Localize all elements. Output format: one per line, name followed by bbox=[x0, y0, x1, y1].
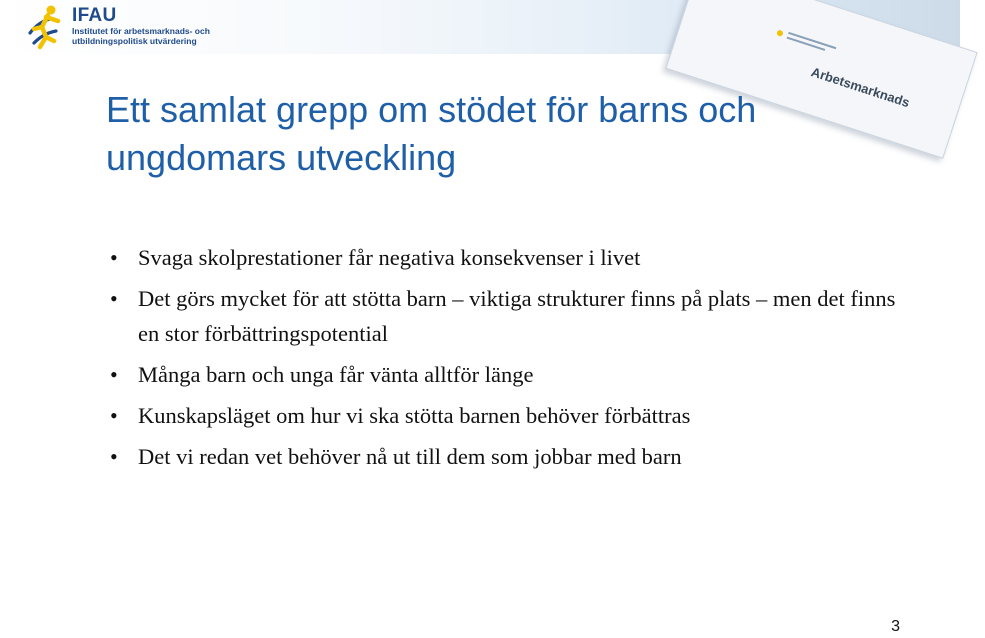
slide-title: Ett samlat grepp om stödet för barns och ungdomars utveckling bbox=[106, 89, 757, 178]
bullet-text: Många barn och unga får vänta alltför länge bbox=[138, 362, 534, 387]
logo-subtitle-line1: Institutet för arbetsmarknads- och bbox=[72, 26, 210, 36]
bullet-icon: • bbox=[110, 362, 118, 387]
bullet-text: Det vi redan vet behöver nå ut till dem som jobbar med barn bbox=[138, 444, 682, 469]
list-item bbox=[104, 240, 904, 275]
bullet-text: Kunskapsläget om hur vi ska stötta barnen behöver förbättras bbox=[138, 403, 691, 428]
report-cover-title: Arbetsmarknads bbox=[809, 64, 912, 111]
list-item bbox=[104, 281, 904, 351]
ifau-figure-icon bbox=[24, 3, 66, 49]
list-item bbox=[104, 439, 904, 474]
page-number: 3 bbox=[891, 618, 900, 635]
logo-name: IFAU bbox=[72, 5, 117, 26]
list-item bbox=[104, 357, 904, 392]
bullet-icon: • bbox=[110, 403, 118, 428]
bullet-icon: • bbox=[110, 245, 118, 270]
header-banner bbox=[0, 0, 960, 111]
bullet-text: Svaga skolprestationer får negativa konsekvenser i livet bbox=[138, 245, 641, 270]
bullet-text: Det görs mycket för att stötta barn – viktiga strukturer finns på plats – men det finns en stor förbättringspotential bbox=[138, 286, 896, 346]
bullet-list bbox=[104, 240, 904, 480]
bullet-icon: • bbox=[110, 444, 118, 469]
bullet-icon: • bbox=[110, 286, 118, 311]
logo-subtitle-line2: utbildningspolitisk utvärdering bbox=[72, 36, 197, 46]
list-item bbox=[104, 398, 904, 433]
ifau-logo bbox=[24, 3, 210, 49]
